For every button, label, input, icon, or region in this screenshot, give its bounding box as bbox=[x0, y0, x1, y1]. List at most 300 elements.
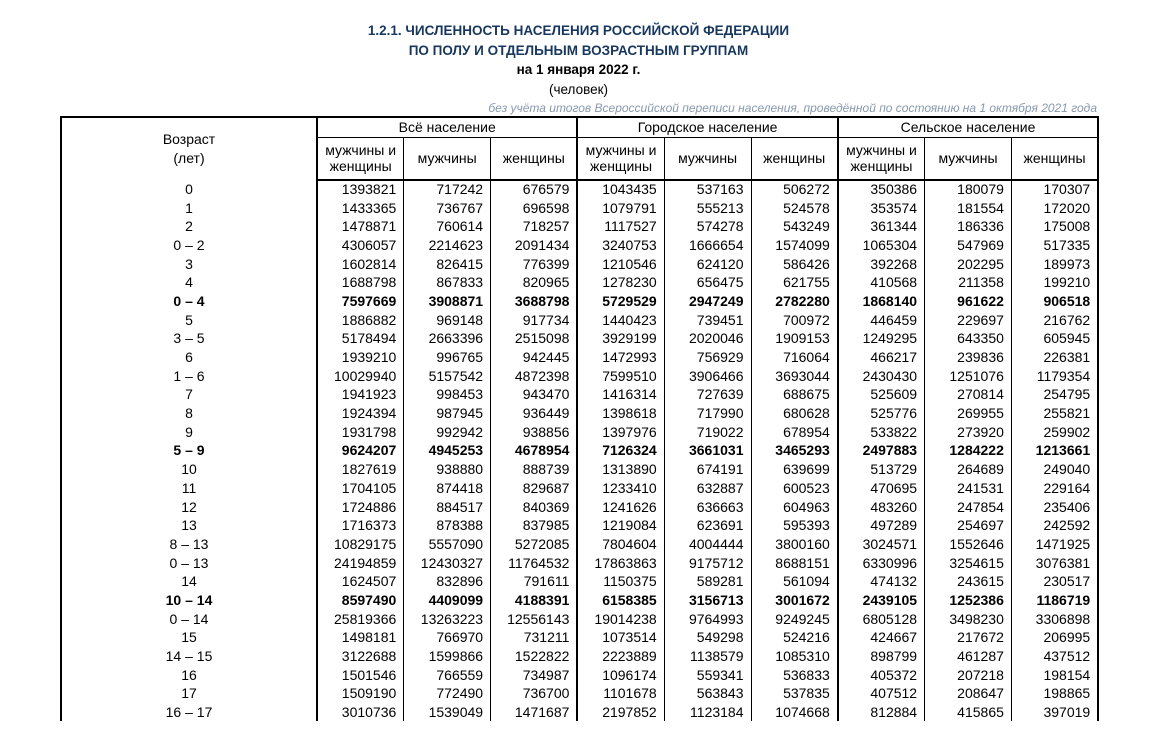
age-cell: 4 bbox=[185, 274, 193, 291]
value-cell: 259902 bbox=[1011, 422, 1098, 441]
value-cell: 537163 bbox=[664, 180, 751, 199]
table-row bbox=[61, 703, 1098, 722]
value-cell: 1210546 bbox=[577, 254, 664, 273]
value-cell: 1868140 bbox=[838, 292, 925, 311]
value-cell: 1501546 bbox=[317, 665, 404, 684]
table-row bbox=[61, 516, 1098, 535]
value-cell: 1241626 bbox=[577, 497, 664, 516]
value-cell: 12430327 bbox=[404, 553, 491, 572]
value-cell: 632887 bbox=[664, 479, 751, 498]
value-cell: 7126324 bbox=[577, 441, 664, 460]
table-row bbox=[61, 422, 1098, 441]
value-cell: 172020 bbox=[1011, 198, 1098, 217]
age-cell: 8 bbox=[185, 405, 193, 422]
population-table bbox=[60, 116, 1099, 722]
table-row bbox=[61, 329, 1098, 348]
age-cell: 11 bbox=[181, 479, 197, 496]
value-cell: 10029940 bbox=[317, 366, 404, 385]
value-cell: 533822 bbox=[838, 422, 925, 441]
value-cell: 680628 bbox=[751, 404, 838, 423]
census-note: без учёта итогов Всероссийской переписи населения, проведённой по состоянию на 1 октября 2021 года bbox=[488, 100, 1097, 115]
value-cell: 2197852 bbox=[577, 703, 664, 722]
value-cell: 992942 bbox=[404, 422, 491, 441]
value-cell: 3254615 bbox=[925, 553, 1012, 572]
value-cell: 555213 bbox=[664, 198, 751, 217]
value-cell: 2430430 bbox=[838, 366, 925, 385]
value-cell: 9764993 bbox=[664, 609, 751, 628]
age-cell: 0 bbox=[185, 180, 193, 197]
table-row bbox=[61, 180, 1098, 199]
value-cell: 353574 bbox=[838, 198, 925, 217]
table-row bbox=[61, 497, 1098, 516]
age-cell: 10 bbox=[181, 461, 197, 478]
value-cell: 254697 bbox=[925, 516, 1012, 535]
age-cell: 1 bbox=[185, 199, 193, 216]
value-cell: 878388 bbox=[404, 516, 491, 535]
value-cell: 561094 bbox=[751, 572, 838, 591]
table-row bbox=[61, 535, 1098, 554]
value-cell: 987945 bbox=[404, 404, 491, 423]
age-cell: 0 – 4 bbox=[173, 292, 205, 309]
value-cell: 1101678 bbox=[577, 684, 664, 703]
value-cell: 942445 bbox=[491, 348, 578, 367]
table-row bbox=[61, 292, 1098, 311]
value-cell: 392268 bbox=[838, 254, 925, 273]
table-row bbox=[61, 609, 1098, 628]
value-cell: 2782280 bbox=[751, 292, 838, 311]
value-cell: 1704105 bbox=[317, 479, 404, 498]
value-cell: 241531 bbox=[925, 479, 1012, 498]
value-cell: 826415 bbox=[404, 254, 491, 273]
table-body bbox=[61, 180, 1098, 722]
value-cell: 4945253 bbox=[404, 441, 491, 460]
value-cell: 2515098 bbox=[491, 329, 578, 348]
value-cell: 243615 bbox=[925, 572, 1012, 591]
value-cell: 405372 bbox=[838, 665, 925, 684]
value-cell: 1313890 bbox=[577, 460, 664, 479]
age-cell: 7 bbox=[185, 386, 193, 403]
value-cell: 1539049 bbox=[404, 703, 491, 722]
value-cell: 12556143 bbox=[491, 609, 578, 628]
value-cell: 1284222 bbox=[925, 441, 1012, 460]
value-cell: 717242 bbox=[404, 180, 491, 199]
document-title-date: на 1 января 2022 г. bbox=[516, 62, 641, 77]
value-cell: 269955 bbox=[925, 404, 1012, 423]
value-cell: 1602814 bbox=[317, 254, 404, 273]
value-cell: 1096174 bbox=[577, 665, 664, 684]
value-cell: 1886882 bbox=[317, 310, 404, 329]
value-cell: 4872398 bbox=[491, 366, 578, 385]
value-cell: 524578 bbox=[751, 198, 838, 217]
age-cell: 15 bbox=[181, 629, 197, 646]
value-cell: 3465293 bbox=[751, 441, 838, 460]
value-cell: 513729 bbox=[838, 460, 925, 479]
value-cell: 1716373 bbox=[317, 516, 404, 535]
value-cell: 840369 bbox=[491, 497, 578, 516]
value-cell: 829687 bbox=[491, 479, 578, 498]
value-cell: 696598 bbox=[491, 198, 578, 217]
age-column-header bbox=[61, 117, 317, 180]
value-cell: 1138579 bbox=[664, 647, 751, 666]
table-row bbox=[61, 460, 1098, 479]
value-cell: 736767 bbox=[404, 198, 491, 217]
value-cell: 549298 bbox=[664, 628, 751, 647]
value-cell: 1472993 bbox=[577, 348, 664, 367]
value-cell: 19014238 bbox=[577, 609, 664, 628]
value-cell: 1574099 bbox=[751, 236, 838, 255]
value-cell: 175008 bbox=[1011, 217, 1098, 236]
value-cell: 1909153 bbox=[751, 329, 838, 348]
table-row bbox=[61, 684, 1098, 703]
value-cell: 181554 bbox=[925, 198, 1012, 217]
value-cell: 547969 bbox=[925, 236, 1012, 255]
value-cell: 605945 bbox=[1011, 329, 1098, 348]
value-cell: 17863863 bbox=[577, 553, 664, 572]
document-title-line2: ПО ПОЛУ И ОТДЕЛЬНЫМ ВОЗРАСТНЫМ ГРУППАМ bbox=[408, 42, 749, 58]
value-cell: 1085310 bbox=[751, 647, 838, 666]
value-cell: 1397976 bbox=[577, 422, 664, 441]
value-cell: 2020046 bbox=[664, 329, 751, 348]
value-cell: 731211 bbox=[491, 628, 578, 647]
value-cell: 961622 bbox=[925, 292, 1012, 311]
value-cell: 2214623 bbox=[404, 236, 491, 255]
age-cell: 2 bbox=[185, 218, 193, 235]
value-cell: 678954 bbox=[751, 422, 838, 441]
value-cell: 4188391 bbox=[491, 591, 578, 610]
value-cell: 1827619 bbox=[317, 460, 404, 479]
value-cell: 4678954 bbox=[491, 441, 578, 460]
value-cell: 235406 bbox=[1011, 497, 1098, 516]
value-cell: 1179354 bbox=[1011, 366, 1098, 385]
value-cell: 716064 bbox=[751, 348, 838, 367]
value-cell: 211358 bbox=[925, 273, 1012, 292]
value-cell: 2947249 bbox=[664, 292, 751, 311]
value-cell: 254795 bbox=[1011, 385, 1098, 404]
value-cell: 466217 bbox=[838, 348, 925, 367]
value-cell: 202295 bbox=[925, 254, 1012, 273]
value-cell: 874418 bbox=[404, 479, 491, 498]
value-cell: 820965 bbox=[491, 273, 578, 292]
value-cell: 656475 bbox=[664, 273, 751, 292]
value-cell: 636663 bbox=[664, 497, 751, 516]
value-cell: 1251076 bbox=[925, 366, 1012, 385]
value-cell: 229697 bbox=[925, 310, 1012, 329]
table-row bbox=[61, 198, 1098, 217]
value-cell: 2223889 bbox=[577, 647, 664, 666]
value-cell: 727639 bbox=[664, 385, 751, 404]
value-cell: 11764532 bbox=[491, 553, 578, 572]
value-cell: 229164 bbox=[1011, 479, 1098, 498]
value-cell: 1233410 bbox=[577, 479, 664, 498]
value-cell: 4409099 bbox=[404, 591, 491, 610]
value-cell: 639699 bbox=[751, 460, 838, 479]
value-cell: 595393 bbox=[751, 516, 838, 535]
subheader-urban-both: мужчины и женщины bbox=[577, 138, 664, 180]
age-cell: 5 – 9 bbox=[173, 442, 205, 459]
value-cell: 5557090 bbox=[404, 535, 491, 554]
value-cell: 734987 bbox=[491, 665, 578, 684]
value-cell: 832896 bbox=[404, 572, 491, 591]
value-cell: 5157542 bbox=[404, 366, 491, 385]
value-cell: 3906466 bbox=[664, 366, 751, 385]
value-cell: 1522822 bbox=[491, 647, 578, 666]
value-cell: 1478871 bbox=[317, 217, 404, 236]
age-column-header-line2: (лет) bbox=[173, 149, 205, 166]
value-cell: 1065304 bbox=[838, 236, 925, 255]
value-cell: 397019 bbox=[1011, 703, 1098, 722]
value-cell: 1278230 bbox=[577, 273, 664, 292]
subheader-urban-male: мужчины bbox=[664, 138, 751, 180]
age-cell: 12 bbox=[181, 498, 197, 515]
value-cell: 600523 bbox=[751, 479, 838, 498]
value-cell: 688675 bbox=[751, 385, 838, 404]
value-cell: 1931798 bbox=[317, 422, 404, 441]
value-cell: 2663396 bbox=[404, 329, 491, 348]
value-cell: 2497883 bbox=[838, 441, 925, 460]
value-cell: 497289 bbox=[838, 516, 925, 535]
age-column-header-line1: Возраст bbox=[162, 130, 216, 147]
value-cell: 3498230 bbox=[925, 609, 1012, 628]
value-cell: 1509190 bbox=[317, 684, 404, 703]
table-row bbox=[61, 348, 1098, 367]
value-cell: 1471687 bbox=[491, 703, 578, 722]
value-cell: 3929199 bbox=[577, 329, 664, 348]
value-cell: 812884 bbox=[838, 703, 925, 722]
title-block bbox=[60, 21, 1097, 116]
value-cell: 1440423 bbox=[577, 310, 664, 329]
value-cell: 1939210 bbox=[317, 348, 404, 367]
value-cell: 1393821 bbox=[317, 180, 404, 199]
table-row bbox=[61, 254, 1098, 273]
document-title-line1: 1.2.1. ЧИСЛЕННОСТЬ НАСЕЛЕНИЯ РОССИЙСКОЙ ФЕДЕРАЦИИ bbox=[367, 23, 790, 38]
value-cell: 772490 bbox=[404, 684, 491, 703]
value-cell: 563843 bbox=[664, 684, 751, 703]
subheader-urban-female: женщины bbox=[751, 138, 838, 180]
value-cell: 3306898 bbox=[1011, 609, 1098, 628]
value-cell: 407512 bbox=[838, 684, 925, 703]
value-cell: 226381 bbox=[1011, 348, 1098, 367]
value-cell: 624120 bbox=[664, 254, 751, 273]
value-cell: 888739 bbox=[491, 460, 578, 479]
value-cell: 736700 bbox=[491, 684, 578, 703]
value-cell: 1043435 bbox=[577, 180, 664, 199]
table-row bbox=[61, 647, 1098, 666]
value-cell: 700972 bbox=[751, 310, 838, 329]
value-cell: 524216 bbox=[751, 628, 838, 647]
value-cell: 936449 bbox=[491, 404, 578, 423]
value-cell: 1074668 bbox=[751, 703, 838, 722]
value-cell: 208647 bbox=[925, 684, 1012, 703]
value-cell: 766559 bbox=[404, 665, 491, 684]
value-cell: 239836 bbox=[925, 348, 1012, 367]
table-row bbox=[61, 479, 1098, 498]
value-cell: 270814 bbox=[925, 385, 1012, 404]
value-cell: 189973 bbox=[1011, 254, 1098, 273]
value-cell: 3024571 bbox=[838, 535, 925, 554]
age-cell: 17 bbox=[181, 685, 197, 702]
value-cell: 1252386 bbox=[925, 591, 1012, 610]
value-cell: 9249245 bbox=[751, 609, 838, 628]
value-cell: 255821 bbox=[1011, 404, 1098, 423]
value-cell: 1150375 bbox=[577, 572, 664, 591]
value-cell: 273920 bbox=[925, 422, 1012, 441]
value-cell: 350386 bbox=[838, 180, 925, 199]
value-cell: 998453 bbox=[404, 385, 491, 404]
value-cell: 938880 bbox=[404, 460, 491, 479]
age-cell: 3 – 5 bbox=[173, 330, 205, 347]
value-cell: 1249295 bbox=[838, 329, 925, 348]
value-cell: 674191 bbox=[664, 460, 751, 479]
value-cell: 1123184 bbox=[664, 703, 751, 722]
value-cell: 938856 bbox=[491, 422, 578, 441]
age-cell: 13 bbox=[181, 517, 197, 534]
value-cell: 4004444 bbox=[664, 535, 751, 554]
value-cell: 525776 bbox=[838, 404, 925, 423]
value-cell: 739451 bbox=[664, 310, 751, 329]
value-cell: 589281 bbox=[664, 572, 751, 591]
table-header bbox=[61, 117, 1098, 180]
value-cell: 574278 bbox=[664, 217, 751, 236]
value-cell: 525609 bbox=[838, 385, 925, 404]
age-cell: 1 – 6 bbox=[173, 367, 205, 384]
age-cell: 14 – 15 bbox=[165, 648, 213, 665]
value-cell: 1079791 bbox=[577, 198, 664, 217]
table-row bbox=[61, 591, 1098, 610]
value-cell: 3010736 bbox=[317, 703, 404, 722]
value-cell: 2091434 bbox=[491, 236, 578, 255]
subheader-rural-both: мужчины и женщины bbox=[838, 138, 925, 180]
table-row bbox=[61, 572, 1098, 591]
value-cell: 3156713 bbox=[664, 591, 751, 610]
value-cell: 623691 bbox=[664, 516, 751, 535]
age-cell: 0 – 13 bbox=[169, 554, 209, 571]
value-cell: 1433365 bbox=[317, 198, 404, 217]
age-cell: 3 bbox=[185, 255, 193, 272]
value-cell: 170307 bbox=[1011, 180, 1098, 199]
group-header-urban: Городское население bbox=[577, 117, 837, 138]
value-cell: 1186719 bbox=[1011, 591, 1098, 610]
table-row bbox=[61, 366, 1098, 385]
value-cell: 1666654 bbox=[664, 236, 751, 255]
value-cell: 5178494 bbox=[317, 329, 404, 348]
value-cell: 586426 bbox=[751, 254, 838, 273]
value-cell: 943470 bbox=[491, 385, 578, 404]
value-cell: 6805128 bbox=[838, 609, 925, 628]
value-cell: 410568 bbox=[838, 273, 925, 292]
value-cell: 906518 bbox=[1011, 292, 1098, 311]
value-cell: 3076381 bbox=[1011, 553, 1098, 572]
value-cell: 5272085 bbox=[491, 535, 578, 554]
value-cell: 474132 bbox=[838, 572, 925, 591]
table-row bbox=[61, 385, 1098, 404]
value-cell: 756929 bbox=[664, 348, 751, 367]
value-cell: 361344 bbox=[838, 217, 925, 236]
value-cell: 776399 bbox=[491, 254, 578, 273]
value-cell: 24194859 bbox=[317, 553, 404, 572]
value-cell: 4306057 bbox=[317, 236, 404, 255]
value-cell: 884517 bbox=[404, 497, 491, 516]
value-cell: 917734 bbox=[491, 310, 578, 329]
value-cell: 536833 bbox=[751, 665, 838, 684]
unit-note: (человек) bbox=[548, 81, 609, 97]
value-cell: 9624207 bbox=[317, 441, 404, 460]
value-cell: 559341 bbox=[664, 665, 751, 684]
value-cell: 6330996 bbox=[838, 553, 925, 572]
value-cell: 3800160 bbox=[751, 535, 838, 554]
value-cell: 1724886 bbox=[317, 497, 404, 516]
value-cell: 230517 bbox=[1011, 572, 1098, 591]
value-cell: 424667 bbox=[838, 628, 925, 647]
value-cell: 8597490 bbox=[317, 591, 404, 610]
value-cell: 5729529 bbox=[577, 292, 664, 311]
value-cell: 1498181 bbox=[317, 628, 404, 647]
subheader-total-female: женщины bbox=[491, 138, 578, 180]
value-cell: 3693044 bbox=[751, 366, 838, 385]
value-cell: 1624507 bbox=[317, 572, 404, 591]
value-cell: 1219084 bbox=[577, 516, 664, 535]
subheader-rural-male: мужчины bbox=[925, 138, 1012, 180]
value-cell: 10829175 bbox=[317, 535, 404, 554]
value-cell: 264689 bbox=[925, 460, 1012, 479]
value-cell: 207218 bbox=[925, 665, 1012, 684]
value-cell: 898799 bbox=[838, 647, 925, 666]
value-cell: 3908871 bbox=[404, 292, 491, 311]
value-cell: 446459 bbox=[838, 310, 925, 329]
value-cell: 249040 bbox=[1011, 460, 1098, 479]
value-cell: 3240753 bbox=[577, 236, 664, 255]
table-row bbox=[61, 628, 1098, 647]
value-cell: 7599510 bbox=[577, 366, 664, 385]
value-cell: 198865 bbox=[1011, 684, 1098, 703]
age-cell: 5 bbox=[185, 311, 193, 328]
value-cell: 8688151 bbox=[751, 553, 838, 572]
value-cell: 7597669 bbox=[317, 292, 404, 311]
value-cell: 717990 bbox=[664, 404, 751, 423]
value-cell: 3001672 bbox=[751, 591, 838, 610]
value-cell: 1471925 bbox=[1011, 535, 1098, 554]
table-row bbox=[61, 441, 1098, 460]
value-cell: 643350 bbox=[925, 329, 1012, 348]
value-cell: 483260 bbox=[838, 497, 925, 516]
age-cell: 8 – 13 bbox=[169, 535, 209, 552]
value-cell: 1073514 bbox=[577, 628, 664, 647]
value-cell: 676579 bbox=[491, 180, 578, 199]
value-cell: 415865 bbox=[925, 703, 1012, 722]
value-cell: 1599866 bbox=[404, 647, 491, 666]
age-cell: 9 bbox=[185, 423, 193, 440]
value-cell: 1924394 bbox=[317, 404, 404, 423]
value-cell: 1552646 bbox=[925, 535, 1012, 554]
group-header-rural: Сельское население bbox=[838, 117, 1098, 138]
table-row bbox=[61, 236, 1098, 255]
value-cell: 791611 bbox=[491, 572, 578, 591]
value-cell: 247854 bbox=[925, 497, 1012, 516]
age-cell: 0 – 14 bbox=[169, 610, 209, 627]
value-cell: 180079 bbox=[925, 180, 1012, 199]
value-cell: 1398618 bbox=[577, 404, 664, 423]
value-cell: 3688798 bbox=[491, 292, 578, 311]
value-cell: 199210 bbox=[1011, 273, 1098, 292]
value-cell: 621755 bbox=[751, 273, 838, 292]
value-cell: 7804604 bbox=[577, 535, 664, 554]
value-cell: 1416314 bbox=[577, 385, 664, 404]
value-cell: 3122688 bbox=[317, 647, 404, 666]
value-cell: 13263223 bbox=[404, 609, 491, 628]
table-row bbox=[61, 273, 1098, 292]
value-cell: 217672 bbox=[925, 628, 1012, 647]
value-cell: 604963 bbox=[751, 497, 838, 516]
table-row bbox=[61, 310, 1098, 329]
